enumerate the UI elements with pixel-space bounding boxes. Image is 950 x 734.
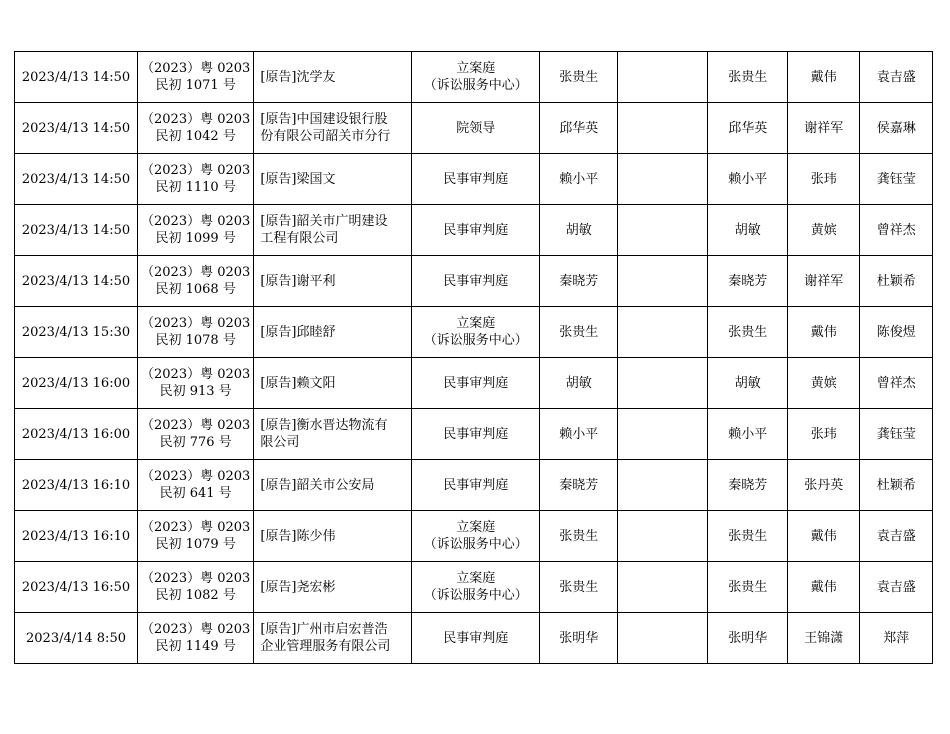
table-row [15,460,933,511]
department-line: （诉讼服务中心） [423,333,528,348]
clerk-name: 张丹英 [804,477,844,493]
party-cell [254,307,412,358]
assistant-name: 龚钰莹 [876,171,916,187]
department-line: 民事审判庭 [443,426,509,442]
assistant-cell [860,154,933,205]
table-body [15,52,933,664]
case-number-line: （2023）粤 0203 [141,316,251,331]
assistant-name: 郑萍 [883,630,910,646]
party-cell [254,358,412,409]
party-cell [254,409,412,460]
presiding-judge-cell [708,358,788,409]
assistant-name: 侯嘉琳 [876,120,916,136]
hearing-datetime: 2023/4/13 16:00 [21,375,131,391]
judge-cell [540,511,618,562]
assistant-cell [860,205,933,256]
datetime-cell [15,409,138,460]
case-number-line: 民初 1071 号 [155,78,236,93]
department-line: 立案庭 [456,571,496,586]
clerk-name: 戴伟 [810,579,837,595]
party-line: 工程有限公司 [260,231,339,246]
hearing-datetime: 2023/4/13 15:30 [21,324,131,340]
clerk-cell [788,613,860,664]
case-number-cell [138,358,254,409]
party-cell [254,52,412,103]
case-number-cell [138,307,254,358]
case-number-line: （2023）粤 0203 [141,622,251,637]
presiding-judge-cell [708,613,788,664]
department-line: 民事审判庭 [443,477,509,493]
judge-name: 胡敏 [565,375,592,391]
datetime-cell [15,358,138,409]
party-line: [原告]谢平利 [260,273,336,289]
hearing-schedule-table [14,51,933,664]
department-cell [412,562,540,613]
hearing-datetime: 2023/4/13 14:50 [21,273,131,289]
presiding-judge-cell [708,460,788,511]
department-cell [412,307,540,358]
party-cell [254,511,412,562]
party-line: [原告]尧宏彬 [260,579,336,595]
judge-cell [540,307,618,358]
judge-name: 张明华 [559,630,599,646]
judge-cell [540,358,618,409]
case-number-line: （2023）粤 0203 [141,418,251,433]
department-cell [412,460,540,511]
case-number-line: （2023）粤 0203 [141,265,251,280]
judge-cell [540,52,618,103]
department-line: 立案庭 [456,316,496,331]
blank-cell [618,511,708,562]
presiding-judge-cell [708,103,788,154]
judge-cell [540,460,618,511]
department-cell [412,154,540,205]
case-number-line: 民初 1110 号 [155,180,236,195]
presiding-judge-cell [708,562,788,613]
party-line: 限公司 [260,435,300,450]
clerk-cell [788,409,860,460]
party-line: [原告]广州市启宏普浩 [260,622,388,637]
hearing-datetime: 2023/4/13 16:10 [21,477,131,493]
assistant-name: 曾祥杰 [876,222,916,238]
blank-cell [618,613,708,664]
assistant-name: 袁吉盛 [876,528,916,544]
blank-cell [618,460,708,511]
party-line: [原告]梁国文 [260,171,336,187]
assistant-name: 袁吉盛 [876,69,916,85]
case-number-line: （2023）粤 0203 [141,469,251,484]
assistant-cell [860,562,933,613]
presiding-judge-cell [708,52,788,103]
judge-name: 胡敏 [565,222,592,238]
party-line: [原告]沈学友 [260,69,336,85]
clerk-name: 戴伟 [810,324,837,340]
case-number-line: 民初 641 号 [159,486,232,501]
judge-name: 邱华英 [559,120,599,136]
case-number-cell [138,460,254,511]
blank-cell [618,358,708,409]
clerk-cell [788,256,860,307]
presiding-judge-name: 胡敏 [734,222,761,238]
assistant-name: 杜颖希 [876,477,916,493]
party-line: 份有限公司韶关市分行 [260,129,391,144]
party-line: [原告]赖文阳 [260,375,336,391]
hearing-datetime: 2023/4/13 14:50 [21,120,131,136]
hearing-datetime: 2023/4/13 16:00 [21,426,131,442]
datetime-cell [15,154,138,205]
table-row [15,409,933,460]
case-number-cell [138,205,254,256]
assistant-cell [860,307,933,358]
presiding-judge-name: 张明华 [728,630,768,646]
datetime-cell [15,256,138,307]
presiding-judge-name: 张贵生 [728,528,768,544]
clerk-name: 谢祥军 [804,273,844,289]
presiding-judge-cell [708,205,788,256]
assistant-name: 袁吉盛 [876,579,916,595]
party-line: [原告]衡水晋达物流有 [260,418,388,433]
presiding-judge-cell [708,511,788,562]
case-number-line: 民初 1078 号 [155,333,236,348]
party-line: [原告]韶关市公安局 [260,477,375,493]
table-row [15,52,933,103]
assistant-name: 陈俊煜 [876,324,916,340]
clerk-name: 王锦潇 [804,630,844,646]
judge-name: 赖小平 [559,426,599,442]
presiding-judge-name: 胡敏 [734,375,761,391]
department-line: 院领导 [456,120,496,136]
presiding-judge-cell [708,409,788,460]
clerk-cell [788,511,860,562]
case-number-cell [138,613,254,664]
clerk-cell [788,154,860,205]
table-row [15,613,933,664]
party-cell [254,562,412,613]
case-number-cell [138,154,254,205]
presiding-judge-cell [708,307,788,358]
clerk-cell [788,307,860,358]
presiding-judge-name: 张贵生 [728,69,768,85]
assistant-cell [860,409,933,460]
presiding-judge-name: 赖小平 [728,171,768,187]
judge-name: 张贵生 [559,69,599,85]
table-row [15,511,933,562]
party-cell [254,103,412,154]
case-number-line: 民初 1099 号 [155,231,236,246]
case-number-cell [138,562,254,613]
blank-cell [618,52,708,103]
party-line: [原告]韶关市广明建设 [260,214,388,229]
datetime-cell [15,562,138,613]
department-cell [412,205,540,256]
hearing-datetime: 2023/4/14 8:50 [26,630,126,646]
hearing-datetime: 2023/4/13 14:50 [21,69,131,85]
blank-cell [618,103,708,154]
department-cell [412,358,540,409]
case-number-line: （2023）粤 0203 [141,214,251,229]
party-line: [原告]邱睦舒 [260,324,336,340]
blank-cell [618,256,708,307]
party-line: 企业管理服务有限公司 [260,639,391,654]
assistant-cell [860,511,933,562]
blank-cell [618,205,708,256]
case-number-line: 民初 1149 号 [155,639,236,654]
case-number-line: 民初 1042 号 [155,129,236,144]
judge-cell [540,409,618,460]
presiding-judge-name: 赖小平 [728,426,768,442]
judge-name: 张贵生 [559,528,599,544]
case-number-line: （2023）粤 0203 [141,61,251,76]
case-number-line: 民初 1079 号 [155,537,236,552]
judge-name: 张贵生 [559,324,599,340]
clerk-name: 戴伟 [810,69,837,85]
clerk-name: 谢祥军 [804,120,844,136]
clerk-name: 黄嫔 [810,375,837,391]
datetime-cell [15,613,138,664]
department-line: 民事审判庭 [443,222,509,238]
clerk-cell [788,460,860,511]
table-row [15,307,933,358]
datetime-cell [15,460,138,511]
blank-cell [618,562,708,613]
presiding-judge-cell [708,256,788,307]
department-cell [412,511,540,562]
assistant-cell [860,358,933,409]
hearing-datetime: 2023/4/13 16:10 [21,528,131,544]
case-number-line: （2023）粤 0203 [141,571,251,586]
clerk-name: 张玮 [810,426,837,442]
assistant-cell [860,52,933,103]
case-number-line: （2023）粤 0203 [141,367,251,382]
party-cell [254,154,412,205]
datetime-cell [15,52,138,103]
case-number-cell [138,52,254,103]
judge-cell [540,562,618,613]
clerk-cell [788,103,860,154]
table-row [15,154,933,205]
department-line: 民事审判庭 [443,171,509,187]
party-line: [原告]陈少伟 [260,528,336,544]
party-cell [254,613,412,664]
presiding-judge-name: 秦晓芳 [728,273,768,289]
department-cell [412,613,540,664]
blank-cell [618,154,708,205]
clerk-name: 张玮 [810,171,837,187]
clerk-cell [788,358,860,409]
party-cell [254,460,412,511]
presiding-judge-name: 秦晓芳 [728,477,768,493]
case-number-cell [138,409,254,460]
presiding-judge-name: 邱华英 [728,120,768,136]
table-row [15,256,933,307]
department-line: 民事审判庭 [443,375,509,391]
datetime-cell [15,511,138,562]
department-line: 民事审判庭 [443,630,509,646]
department-line: （诉讼服务中心） [423,537,528,552]
case-number-line: （2023）粤 0203 [141,520,251,535]
case-number-line: （2023）粤 0203 [141,163,251,178]
department-line: 民事审判庭 [443,273,509,289]
assistant-name: 龚钰莹 [876,426,916,442]
case-number-line: 民初 913 号 [159,384,232,399]
judge-cell [540,256,618,307]
assistant-cell [860,103,933,154]
hearing-datetime: 2023/4/13 14:50 [21,171,131,187]
case-number-line: 民初 776 号 [159,435,232,450]
case-number-line: （2023）粤 0203 [141,112,251,127]
table-row [15,205,933,256]
judge-name: 赖小平 [559,171,599,187]
presiding-judge-name: 张贵生 [728,579,768,595]
clerk-cell [788,205,860,256]
judge-cell [540,103,618,154]
case-number-line: 民初 1068 号 [155,282,236,297]
hearing-datetime: 2023/4/13 14:50 [21,222,131,238]
presiding-judge-cell [708,154,788,205]
judge-cell [540,205,618,256]
case-number-cell [138,511,254,562]
judge-name: 秦晓芳 [559,273,599,289]
party-cell [254,256,412,307]
clerk-cell [788,52,860,103]
clerk-cell [788,562,860,613]
blank-cell [618,307,708,358]
department-cell [412,103,540,154]
assistant-cell [860,613,933,664]
department-cell [412,409,540,460]
datetime-cell [15,307,138,358]
party-cell [254,205,412,256]
department-cell [412,256,540,307]
blank-cell [618,409,708,460]
department-line: 立案庭 [456,61,496,76]
presiding-judge-name: 张贵生 [728,324,768,340]
assistant-cell [860,256,933,307]
table-row [15,562,933,613]
judge-name: 张贵生 [559,579,599,595]
assistant-cell [860,460,933,511]
datetime-cell [15,205,138,256]
table-row [15,103,933,154]
clerk-name: 黄嫔 [810,222,837,238]
case-number-cell [138,256,254,307]
assistant-name: 杜颖希 [876,273,916,289]
department-line: 立案庭 [456,520,496,535]
party-line: [原告]中国建设银行股 [260,112,388,127]
case-number-line: 民初 1082 号 [155,588,236,603]
clerk-name: 戴伟 [810,528,837,544]
department-cell [412,52,540,103]
judge-cell [540,613,618,664]
department-line: （诉讼服务中心） [423,78,528,93]
judge-cell [540,154,618,205]
judge-name: 秦晓芳 [559,477,599,493]
assistant-name: 曾祥杰 [876,375,916,391]
datetime-cell [15,103,138,154]
case-number-cell [138,103,254,154]
hearing-datetime: 2023/4/13 16:50 [21,579,131,595]
table-row [15,358,933,409]
department-line: （诉讼服务中心） [423,588,528,603]
